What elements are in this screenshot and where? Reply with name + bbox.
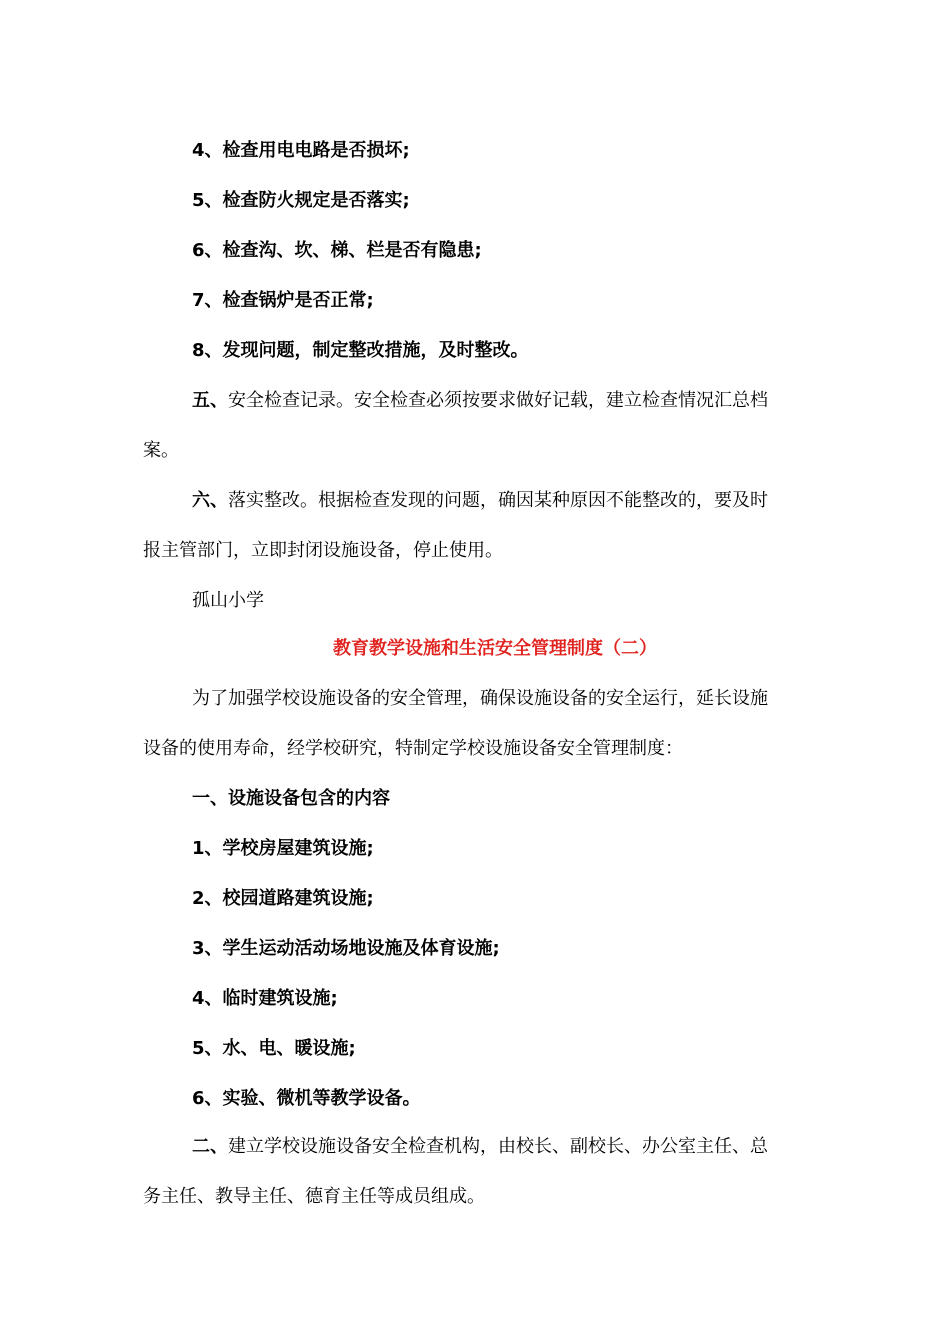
facility-item-2: 2、校园道路建筑设施; <box>192 888 374 909</box>
section-two-line2: 务主任、教导主任、德育主任等成员组成。 <box>143 1186 485 1207</box>
check-item-7: 7、检查锅炉是否正常; <box>192 290 374 311</box>
document-title: 教育教学设施和生活安全管理制度（二） <box>333 638 657 659</box>
check-item-4: 4、检查用电电路是否损坏; <box>192 140 410 161</box>
check-item-6: 6、检查沟、坎、梯、栏是否有隐患; <box>192 240 482 261</box>
signature: 孤山小学 <box>192 590 264 611</box>
intro-line2: 设备的使用寿命，经学校研究，特制定学校设施设备安全管理制度： <box>143 738 683 759</box>
paragraph-five-line2: 案。 <box>143 440 179 461</box>
facility-item-3: 3、学生运动活动场地设施及体育设施; <box>192 938 500 959</box>
paragraph-five-text: 安全检查记录。安全检查必须按要求做好记载，建立检查情况汇总档 <box>228 390 768 411</box>
facility-item-5: 5、水、电、暖设施; <box>192 1038 356 1059</box>
paragraph-six-line2: 报主管部门，立即封闭设施设备，停止使用。 <box>143 540 503 561</box>
facility-item-6: 6、实验、微机等教学设备。 <box>192 1088 421 1109</box>
section-two-line1 <box>0 1134 950 1160</box>
section-two-text: 建立学校设施设备安全检查机构，由校长、副校长、办公室主任、总 <box>228 1136 768 1157</box>
facility-item-4: 4、临时建筑设施; <box>192 988 338 1009</box>
check-item-5: 5、检查防火规定是否落实; <box>192 190 410 211</box>
paragraph-six-text: 落实整改。根据检查发现的问题，确因某种原因不能整改的，要及时 <box>228 490 768 511</box>
paragraph-five-lead: 五、 <box>192 390 228 411</box>
paragraph-six-line1 <box>0 488 950 514</box>
intro-line1: 为了加强学校设施设备的安全管理，确保设施设备的安全运行，延长设施 <box>192 688 768 709</box>
paragraph-five-line1 <box>0 388 950 414</box>
facility-item-1: 1、学校房屋建筑设施; <box>192 838 374 859</box>
section-one-heading: 一、设施设备包含的内容 <box>192 788 390 809</box>
section-two-lead: 二、 <box>192 1136 228 1157</box>
paragraph-six-lead: 六、 <box>192 490 228 511</box>
check-item-8: 8、发现问题，制定整改措施，及时整改。 <box>192 340 529 361</box>
